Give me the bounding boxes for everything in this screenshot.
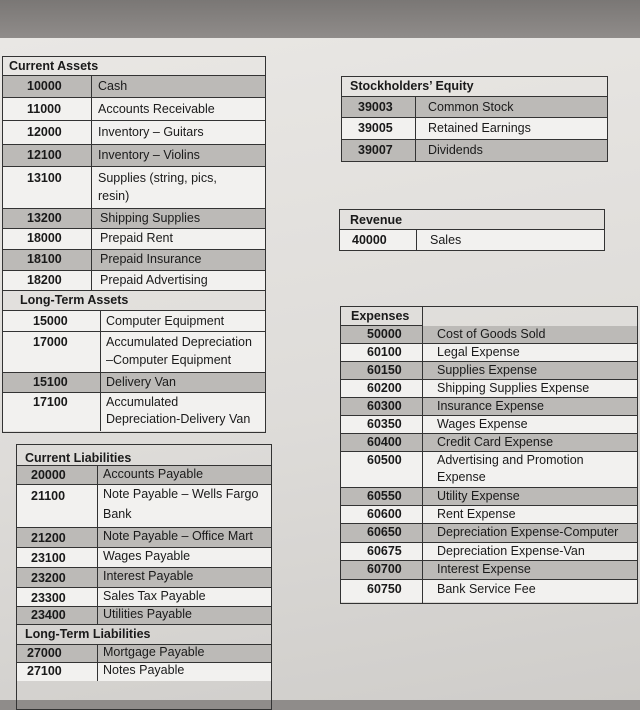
table-row: 18000 Prepaid Rent	[3, 229, 265, 250]
table-row: 60550 Utility Expense	[341, 488, 637, 506]
table-row: 23100 Wages Payable	[17, 548, 271, 568]
table-row: 60675 Depreciation Expense-Van	[341, 543, 637, 561]
table-row: 23400 Utilities Payable	[17, 607, 271, 625]
table-row: 23200 Interest Payable	[17, 568, 271, 588]
table-row: 13200 Shipping Supplies	[3, 209, 265, 229]
table-row: 10000 Cash	[3, 76, 265, 98]
table-row: 21200 Note Payable – Office Mart	[17, 528, 271, 548]
table-row: 39007 Dividends	[342, 140, 607, 161]
table-row: 27000 Mortgage Payable	[17, 645, 271, 663]
table-row: 60200 Shipping Supplies Expense	[341, 380, 637, 398]
table-row: 27100 Notes Payable	[17, 663, 271, 681]
revenue-header: Revenue	[350, 213, 403, 227]
assets-table	[2, 56, 266, 433]
table-row: 12100 Inventory – Violins	[3, 145, 265, 167]
revenue-table	[339, 209, 605, 251]
table-row: 60300 Insurance Expense	[341, 398, 637, 416]
table-row: 20000 Accounts Payable	[17, 466, 271, 485]
paper-sheet	[0, 38, 640, 700]
equity-header: Stockholders’ Equity	[350, 79, 474, 93]
table-row: 15100 Delivery Van	[3, 373, 265, 393]
table-row: 13100 Supplies (string, pics, resin)	[3, 167, 265, 209]
current-assets-header: Current Assets	[9, 59, 99, 73]
table-row: 15000 Computer Equipment	[3, 311, 265, 332]
expenses-header: Expenses	[351, 309, 410, 323]
table-row: 60150 Supplies Expense	[341, 362, 637, 380]
table-row: 21100 Note Payable – Wells Fargo Bank	[17, 485, 271, 528]
liabilities-table	[16, 444, 272, 710]
table-row: 60400 Credit Card Expense	[341, 434, 637, 452]
table-row: 11000 Accounts Receivable	[3, 98, 265, 121]
table-row: 17000 Accumulated Depreciation –Computer Equipment	[3, 332, 265, 373]
table-row: 60650 Depreciation Expense-Computer	[341, 524, 637, 543]
table-row: 18200 Prepaid Advertising	[3, 271, 265, 291]
table-row: 60350 Wages Expense	[341, 416, 637, 434]
table-row: 60600 Rent Expense	[341, 506, 637, 524]
table-row: 60100 Legal Expense	[341, 344, 637, 362]
table-row: 50000 Cost of Goods Sold	[341, 326, 637, 344]
long-term-liabilities-header: Long-Term Liabilities	[25, 627, 151, 641]
table-row: 39003 Common Stock	[342, 97, 607, 118]
table-row: 18100 Prepaid Insurance	[3, 250, 265, 271]
table-row: 17100 Accumulated Depreciation-Delivery Van	[3, 393, 265, 431]
table-row: 23300 Sales Tax Payable	[17, 588, 271, 607]
current-liabilities-header: Current Liabilities	[25, 451, 132, 465]
long-term-assets-header: Long-Term Assets	[20, 293, 129, 307]
table-row: 40000 Sales	[340, 230, 604, 250]
table-row: 12000 Inventory – Guitars	[3, 121, 265, 145]
equity-table	[341, 76, 608, 162]
table-row: 39005 Retained Earnings	[342, 118, 607, 140]
table-row: 60750 Bank Service Fee	[341, 580, 637, 602]
expenses-table	[340, 306, 638, 604]
table-row: 60500 Advertising and Promotion Expense	[341, 452, 637, 488]
table-row: 60700 Interest Expense	[341, 561, 637, 580]
